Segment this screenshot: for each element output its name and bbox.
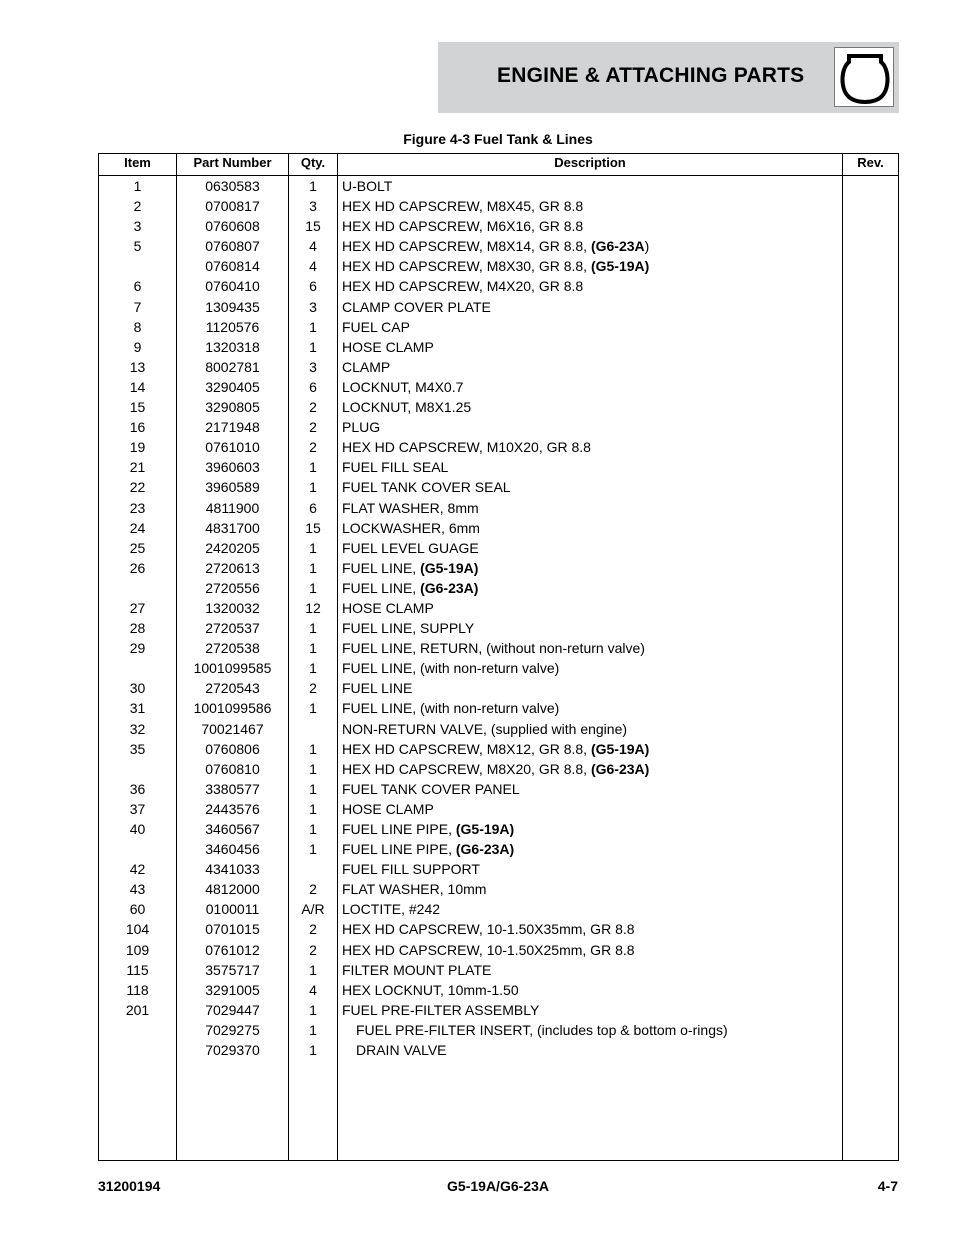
table-row bbox=[99, 678, 898, 698]
quantity: 1 bbox=[309, 178, 317, 194]
part-number: 0761012 bbox=[205, 941, 260, 958]
description bbox=[342, 698, 842, 718]
description bbox=[342, 417, 842, 437]
table-row bbox=[99, 618, 898, 638]
description bbox=[342, 498, 842, 518]
item-number: 14 bbox=[129, 378, 146, 395]
description-text: FUEL LINE PIPE, bbox=[342, 841, 456, 858]
description-text: HEX HD CAPSCREW, M8X30, GR 8.8, bbox=[342, 258, 591, 275]
item-number: 26 bbox=[129, 559, 146, 576]
footer-model: G5-19A/G6-23A bbox=[447, 1178, 549, 1194]
quantity: 4 bbox=[309, 238, 317, 255]
part-number: 4811900 bbox=[205, 499, 260, 516]
table-row bbox=[99, 417, 898, 437]
quantity: A/R bbox=[301, 901, 325, 918]
part-number: 1120576 bbox=[205, 318, 260, 335]
item-number: 201 bbox=[125, 1001, 150, 1018]
item-number: 16 bbox=[129, 419, 146, 436]
table-row bbox=[99, 879, 898, 899]
description bbox=[342, 457, 842, 477]
description bbox=[342, 317, 842, 337]
table-row bbox=[99, 216, 898, 236]
description bbox=[342, 1000, 842, 1020]
item-number: 42 bbox=[129, 861, 146, 878]
description bbox=[356, 1040, 856, 1060]
description-text: NON-RETURN VALVE, (supplied with engine) bbox=[342, 720, 628, 737]
table-row bbox=[99, 377, 898, 397]
quantity: 1 bbox=[309, 821, 317, 837]
part-number: 70021467 bbox=[201, 720, 264, 737]
part-number: 2171948 bbox=[205, 419, 260, 436]
table-row bbox=[99, 859, 898, 879]
table-row bbox=[99, 598, 898, 618]
item-number: 32 bbox=[129, 720, 146, 737]
item-number: 23 bbox=[129, 499, 146, 516]
part-number: 3291005 bbox=[205, 981, 260, 998]
quantity: 3 bbox=[309, 198, 317, 215]
description bbox=[342, 980, 842, 1000]
header-rev: Rev. bbox=[857, 155, 884, 170]
description-text: HEX HD CAPSCREW, M8X20, GR 8.8, bbox=[342, 760, 591, 777]
part-number: 0100011 bbox=[205, 901, 260, 918]
item-number: 24 bbox=[129, 519, 146, 536]
part-number: 2720613 bbox=[205, 559, 260, 576]
description bbox=[342, 819, 842, 839]
description bbox=[342, 678, 842, 698]
item-number: 21 bbox=[129, 459, 146, 476]
description bbox=[342, 719, 842, 739]
quantity: 4 bbox=[309, 981, 317, 998]
part-number: 1320032 bbox=[205, 599, 260, 616]
description-text: FILTER MOUNT PLATE bbox=[342, 961, 492, 978]
table-row bbox=[99, 297, 898, 317]
quantity: 1 bbox=[309, 559, 317, 576]
model-note: (G5-19A) bbox=[420, 559, 479, 576]
description-text: CLAMP COVER PLATE bbox=[342, 298, 491, 315]
description bbox=[342, 558, 842, 578]
description bbox=[342, 357, 842, 377]
quantity: 1 bbox=[309, 479, 317, 496]
description bbox=[342, 397, 842, 417]
item-number: 43 bbox=[129, 881, 146, 898]
part-number: 2443576 bbox=[205, 800, 260, 817]
part-number: 0701015 bbox=[205, 921, 260, 938]
model-note: (G6-23A bbox=[590, 238, 645, 255]
description-text: LOCKWASHER, 6mm bbox=[342, 519, 480, 536]
description bbox=[342, 437, 842, 457]
item-number: 8 bbox=[133, 318, 142, 335]
description-text: FUEL LINE, RETURN, (without non-return valve) bbox=[342, 640, 645, 657]
description bbox=[342, 879, 842, 899]
quantity: 4 bbox=[309, 258, 317, 275]
item-number: 6 bbox=[133, 278, 142, 295]
figure-title: Figure 4-3 Fuel Tank & Lines bbox=[403, 131, 593, 147]
description bbox=[342, 518, 842, 538]
part-number: 0760410 bbox=[205, 278, 260, 295]
footer-page-number: 4-7 bbox=[877, 1178, 898, 1194]
description-text: HOSE CLAMP bbox=[342, 800, 434, 817]
table-row bbox=[99, 558, 898, 578]
quantity: 2 bbox=[309, 921, 317, 938]
table-row bbox=[99, 1040, 898, 1060]
part-number: 3290405 bbox=[205, 378, 260, 395]
section-title: ENGINE & ATTACHING PARTS bbox=[497, 64, 805, 87]
item-number: 104 bbox=[125, 921, 150, 938]
description-text: LOCTITE, #242 bbox=[342, 901, 441, 918]
part-number: 3460567 bbox=[205, 821, 260, 837]
model-note: (G6-23A) bbox=[590, 760, 650, 777]
quantity: 1 bbox=[309, 620, 317, 637]
quantity: 1 bbox=[309, 318, 317, 335]
table-row bbox=[99, 799, 898, 819]
quantity: 12 bbox=[305, 599, 321, 616]
table-row bbox=[99, 397, 898, 417]
quantity: 1 bbox=[309, 459, 317, 476]
item-number: 29 bbox=[129, 640, 146, 657]
model-note: (G6-23A) bbox=[455, 841, 515, 858]
quantity: 1 bbox=[309, 780, 317, 797]
item-number: 25 bbox=[129, 539, 146, 556]
part-number: 7029447 bbox=[205, 1001, 260, 1018]
quantity: 6 bbox=[309, 378, 317, 395]
part-number: 7029275 bbox=[205, 1021, 260, 1038]
quantity: 1 bbox=[309, 800, 317, 817]
item-number: 37 bbox=[129, 800, 146, 817]
part-number: 0700817 bbox=[205, 198, 260, 215]
description bbox=[342, 839, 842, 859]
description-text: FUEL LINE, bbox=[342, 579, 421, 596]
description-text: DRAIN VALVE bbox=[356, 1042, 447, 1059]
part-number: 3960589 bbox=[205, 479, 260, 496]
table-row bbox=[99, 1020, 898, 1040]
quantity: 2 bbox=[309, 419, 317, 436]
description bbox=[342, 598, 842, 618]
description-text: FUEL LINE, SUPPLY bbox=[342, 620, 475, 637]
item-number: 15 bbox=[129, 399, 146, 416]
part-number: 1320318 bbox=[205, 338, 260, 355]
quantity: 3 bbox=[309, 298, 317, 315]
description-text: HEX HD CAPSCREW, M4X20, GR 8.8 bbox=[342, 278, 584, 295]
description-text: PLUG bbox=[342, 419, 381, 436]
table-row bbox=[99, 538, 898, 558]
description bbox=[342, 297, 842, 317]
quantity: 6 bbox=[309, 278, 317, 295]
description-text: FUEL CAP bbox=[342, 318, 410, 335]
part-number: 1309435 bbox=[205, 298, 260, 315]
part-number: 2720537 bbox=[205, 620, 260, 637]
description bbox=[342, 216, 842, 236]
header-part-number: Part Number bbox=[193, 155, 272, 170]
item-number: 28 bbox=[129, 620, 146, 637]
description bbox=[342, 899, 842, 919]
description-text: HEX HD CAPSCREW, 10-1.50X25mm, GR 8.8 bbox=[342, 941, 635, 958]
description bbox=[342, 859, 842, 879]
description bbox=[342, 196, 842, 216]
engine-icon bbox=[834, 47, 894, 107]
table-row bbox=[99, 196, 898, 216]
description bbox=[342, 477, 842, 497]
description-text: U-BOLT bbox=[342, 178, 393, 194]
table-row bbox=[99, 498, 898, 518]
item-number: 60 bbox=[129, 901, 146, 918]
description-text: HOSE CLAMP bbox=[342, 599, 434, 616]
description-text: FUEL LINE, (with non-return valve) bbox=[342, 700, 560, 717]
table-row bbox=[99, 779, 898, 799]
description bbox=[342, 236, 842, 256]
description-text: FUEL PRE-FILTER ASSEMBLY bbox=[342, 1001, 540, 1018]
item-number: 19 bbox=[129, 439, 146, 456]
quantity: 1 bbox=[309, 700, 317, 717]
table-row bbox=[99, 457, 898, 477]
quantity: 1 bbox=[309, 660, 317, 677]
part-number: 2720538 bbox=[205, 640, 260, 657]
table-row bbox=[99, 236, 898, 256]
table-row bbox=[99, 839, 898, 859]
description-text: FUEL LINE bbox=[342, 680, 413, 697]
description bbox=[342, 759, 842, 779]
item-number: 115 bbox=[126, 961, 149, 978]
description-text: FUEL FILL SUPPORT bbox=[342, 861, 480, 878]
table-row bbox=[99, 919, 898, 939]
table-row bbox=[99, 437, 898, 457]
description-text: FUEL FILL SEAL bbox=[342, 459, 449, 476]
table-row bbox=[99, 960, 898, 980]
quantity: 3 bbox=[309, 358, 317, 375]
description-text: HEX LOCKNUT, 10mm-1.50 bbox=[342, 981, 519, 998]
description-text: HOSE CLAMP bbox=[342, 338, 434, 355]
item-number: 13 bbox=[129, 358, 146, 375]
header-qty: Qty. bbox=[300, 155, 326, 170]
item-number: 30 bbox=[129, 680, 146, 697]
table-row bbox=[99, 276, 898, 296]
item-number: 5 bbox=[133, 238, 142, 255]
item-number: 3 bbox=[133, 218, 142, 235]
description bbox=[342, 658, 842, 678]
table-header bbox=[99, 154, 898, 176]
description bbox=[342, 256, 842, 276]
part-number: 0760807 bbox=[205, 238, 260, 255]
description bbox=[342, 960, 842, 980]
description-text: HEX HD CAPSCREW, M8X14, GR 8.8, bbox=[342, 238, 591, 255]
part-number: 1001099586 bbox=[193, 700, 272, 717]
description-text: FUEL LINE, bbox=[342, 559, 421, 576]
quantity: 1 bbox=[309, 579, 317, 596]
table-row bbox=[99, 719, 898, 739]
quantity: 1 bbox=[309, 1021, 317, 1038]
table-row bbox=[99, 1000, 898, 1020]
description-text: LOCKNUT, M4X0.7 bbox=[342, 378, 464, 395]
part-number: 0760806 bbox=[205, 740, 260, 757]
part-number: 7029370 bbox=[205, 1042, 260, 1059]
table-row bbox=[99, 256, 898, 276]
description-text: FUEL LEVEL GUAGE bbox=[342, 539, 479, 556]
item-number: 2 bbox=[133, 198, 142, 215]
table-row bbox=[99, 899, 898, 919]
description-text: FLAT WASHER, 10mm bbox=[342, 881, 487, 898]
part-number: 0760814 bbox=[205, 258, 260, 275]
description bbox=[342, 276, 842, 296]
description bbox=[342, 638, 842, 658]
quantity: 6 bbox=[309, 499, 317, 516]
quantity: 1 bbox=[309, 841, 317, 858]
table-row bbox=[99, 518, 898, 538]
item-number: 9 bbox=[133, 338, 142, 355]
description bbox=[342, 377, 842, 397]
quantity: 1 bbox=[309, 740, 317, 757]
table-row bbox=[99, 477, 898, 497]
item-number: 36 bbox=[129, 780, 146, 797]
quantity: 15 bbox=[305, 218, 321, 235]
description-text: FLAT WASHER, 8mm bbox=[342, 499, 479, 516]
description bbox=[342, 578, 842, 598]
description-text: HEX HD CAPSCREW, M10X20, GR 8.8 bbox=[342, 439, 591, 456]
quantity: 1 bbox=[309, 338, 317, 355]
part-number: 3960603 bbox=[205, 459, 260, 476]
table-row bbox=[99, 578, 898, 598]
header-description: Description bbox=[554, 155, 626, 170]
table-row bbox=[99, 638, 898, 658]
description bbox=[342, 799, 842, 819]
part-number: 0630583 bbox=[205, 178, 260, 194]
part-number: 0760810 bbox=[205, 760, 260, 777]
part-number: 3290805 bbox=[205, 399, 260, 416]
header-item: Item bbox=[124, 155, 151, 170]
item-number: 7 bbox=[133, 298, 142, 315]
item-number: 109 bbox=[125, 941, 150, 958]
quantity: 2 bbox=[309, 439, 317, 456]
item-number: 40 bbox=[129, 821, 146, 837]
description bbox=[342, 618, 842, 638]
table-row bbox=[99, 337, 898, 357]
item-number: 22 bbox=[129, 479, 146, 496]
description bbox=[342, 176, 842, 196]
quantity: 2 bbox=[309, 881, 317, 898]
item-number: 31 bbox=[129, 700, 146, 717]
description-text: HEX HD CAPSCREW, M8X12, GR 8.8, bbox=[342, 740, 591, 757]
quantity: 1 bbox=[309, 760, 317, 777]
description bbox=[342, 739, 842, 759]
quantity: 1 bbox=[309, 640, 317, 657]
table-row bbox=[99, 176, 898, 196]
part-number: 4341033 bbox=[205, 861, 260, 878]
description bbox=[342, 940, 842, 960]
table-body bbox=[99, 176, 898, 1060]
table-row bbox=[99, 819, 898, 839]
part-number: 0761010 bbox=[205, 439, 260, 456]
part-number: 3380577 bbox=[205, 780, 260, 797]
quantity: 15 bbox=[305, 519, 321, 536]
model-note: (G5-19A) bbox=[590, 740, 650, 757]
quantity: 1 bbox=[309, 539, 317, 556]
section-header bbox=[438, 42, 899, 113]
table-row bbox=[99, 759, 898, 779]
description bbox=[342, 538, 842, 558]
part-number: 4831700 bbox=[205, 519, 260, 536]
description-text: FUEL LINE PIPE, bbox=[342, 821, 456, 837]
model-note: (G5-19A) bbox=[455, 821, 515, 837]
part-number: 4812000 bbox=[205, 881, 260, 898]
model-note: (G6-23A) bbox=[420, 579, 479, 596]
table-row bbox=[99, 698, 898, 718]
description bbox=[342, 919, 842, 939]
description-text: HEX HD CAPSCREW, M6X16, GR 8.8 bbox=[342, 218, 584, 235]
footer-doc-number: 31200194 bbox=[98, 1178, 161, 1194]
description bbox=[356, 1020, 856, 1040]
part-number: 2720556 bbox=[205, 579, 260, 596]
table-row bbox=[99, 980, 898, 1000]
part-number: 2420205 bbox=[205, 539, 260, 556]
part-number: 2720543 bbox=[205, 680, 260, 697]
description-text: HEX HD CAPSCREW, M8X45, GR 8.8 bbox=[342, 198, 584, 215]
description-text: HEX HD CAPSCREW, 10-1.50X35mm, GR 8.8 bbox=[342, 921, 635, 938]
part-number: 1001099585 bbox=[193, 660, 272, 677]
table-row bbox=[99, 940, 898, 960]
quantity: 2 bbox=[309, 399, 317, 416]
quantity: 1 bbox=[309, 1001, 317, 1018]
description-tail: ) bbox=[644, 238, 650, 255]
model-note: (G5-19A) bbox=[590, 258, 650, 275]
quantity: 1 bbox=[309, 961, 317, 978]
description-text: FUEL TANK COVER SEAL bbox=[342, 479, 511, 496]
table-row bbox=[99, 658, 898, 678]
description-text: FUEL LINE, (with non-return valve) bbox=[342, 660, 560, 677]
part-number: 0760608 bbox=[205, 218, 260, 235]
description-text: FUEL PRE-FILTER INSERT, (includes top & bottom o-rings) bbox=[356, 1021, 728, 1038]
table-row bbox=[99, 317, 898, 337]
parts-table bbox=[98, 153, 899, 1161]
table-row bbox=[99, 357, 898, 377]
quantity: 2 bbox=[309, 941, 317, 958]
part-number: 3460456 bbox=[205, 841, 260, 858]
table-row bbox=[99, 739, 898, 759]
part-number: 8002781 bbox=[205, 358, 260, 375]
description bbox=[342, 779, 842, 799]
item-number: 35 bbox=[129, 740, 146, 757]
description bbox=[342, 337, 842, 357]
description-text: LOCKNUT, M8X1.25 bbox=[342, 399, 472, 416]
description-text: FUEL TANK COVER PANEL bbox=[342, 780, 520, 797]
item-number: 1 bbox=[133, 178, 142, 194]
item-number: 27 bbox=[129, 599, 146, 616]
quantity: 1 bbox=[309, 1042, 317, 1059]
quantity: 2 bbox=[309, 680, 317, 697]
description-text: CLAMP bbox=[342, 358, 391, 375]
part-number: 3575717 bbox=[205, 961, 260, 978]
item-number: 118 bbox=[126, 981, 149, 998]
